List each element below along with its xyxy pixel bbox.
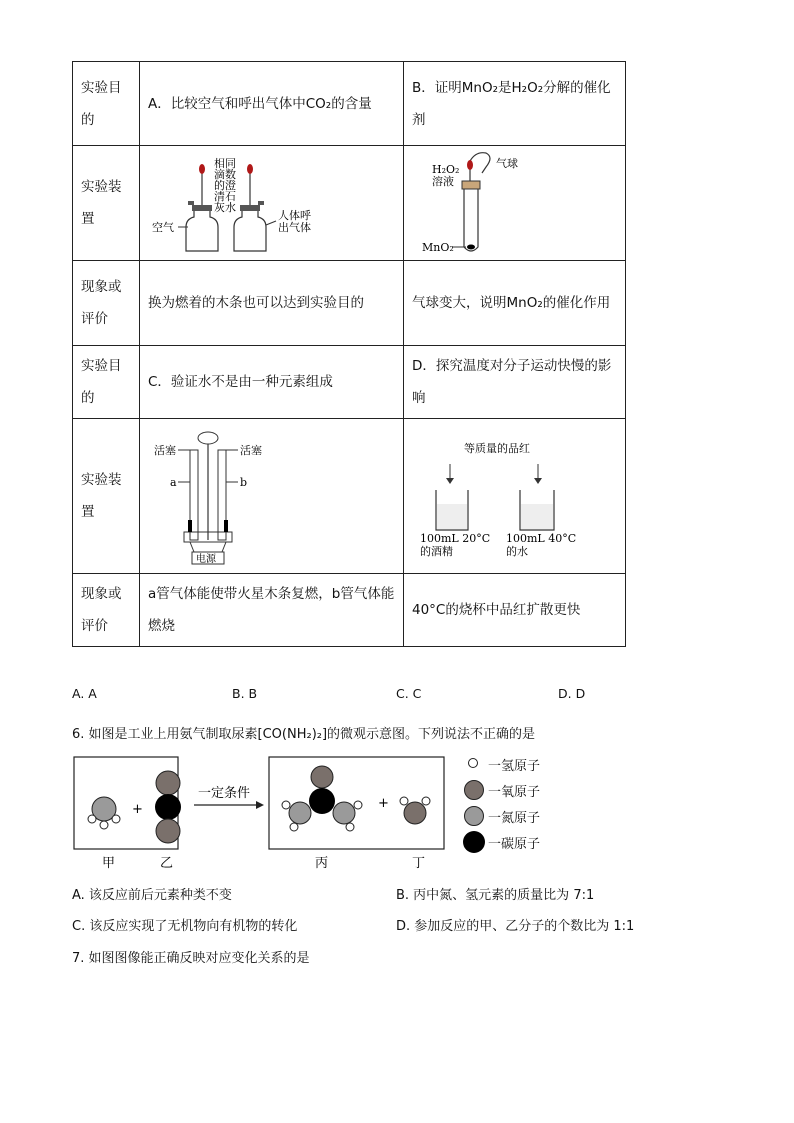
label-jia: 甲: [102, 856, 116, 871]
catalyst-diagram: [412, 147, 617, 260]
table-row: [73, 146, 626, 261]
tube-a-label: a: [170, 475, 177, 489]
option-d-evaluation: 40°C的烧杯中品红扩散更快: [404, 574, 626, 647]
air-label: 空气: [152, 220, 174, 234]
tube-b-label: b: [240, 475, 248, 489]
legend-hydrogen: 一氢原子: [462, 752, 582, 778]
option-a-evaluation: 换为燃着的木条也可以达到实验目的: [140, 261, 404, 346]
option-c-purpose: C．验证水不是由一种元素组成: [140, 346, 404, 419]
option-b-purpose: B．证明MnO₂是H₂O₂分解的催化剂: [404, 62, 626, 146]
balloon-label: 气球: [496, 156, 518, 170]
power-label: 电源: [196, 553, 216, 565]
co2-comparison-diagram: [148, 147, 395, 260]
dye-label: 等质量的品红: [464, 441, 530, 455]
oxygen-atom-icon: [464, 780, 484, 800]
experiment-table: [72, 61, 626, 647]
option-a-purpose: A．比较空气和呼出气体中CO₂的含量: [140, 62, 404, 146]
answer-options: [72, 686, 632, 704]
carbon-atom-icon: [463, 831, 485, 853]
row-label: 实验目的: [73, 346, 140, 419]
nitrogen-atom-icon: [464, 806, 484, 826]
answer-option-a[interactable]: A. A: [72, 686, 97, 701]
row-label: 现象或评价: [73, 261, 140, 346]
apparatus-d: [404, 419, 626, 574]
diffusion-diagram: [412, 420, 617, 573]
answer-option-c[interactable]: C. C: [396, 686, 422, 701]
table-row: [73, 261, 626, 346]
reaction-diagram: [72, 755, 452, 875]
table-row: [73, 62, 626, 146]
legend-oxygen: 一氧原子: [462, 778, 582, 804]
electrolysis-diagram: [148, 420, 395, 573]
row-label: 现象或评价: [73, 574, 140, 647]
option-d-purpose: D．探究温度对分子运动快慢的影响: [404, 346, 626, 419]
answer-option-d[interactable]: D. D: [558, 686, 586, 701]
row-label: 实验目的: [73, 62, 140, 146]
plus-sign: +: [132, 802, 143, 817]
arrow-label: 一定条件: [198, 786, 251, 801]
q6-choice-d[interactable]: D. 参加反应的甲、乙分子的个数比为 1:1: [396, 919, 635, 934]
apparatus-a: [140, 146, 404, 261]
apparatus-b: [404, 146, 626, 261]
option-b-evaluation: 气球变大，说明MnO₂的催化作用: [404, 261, 626, 346]
reagent-note: 相同滴数的澄清石灰水: [214, 156, 236, 214]
option-c-evaluation: a管气体能使带火星木条复燃，b管气体能燃烧: [140, 574, 404, 647]
q6-choice-b[interactable]: B. 丙中氮、氢元素的质量比为 7:1: [396, 888, 595, 903]
beaker-2-label: 100mL 40°C 的水: [506, 531, 577, 558]
question-7-stem: 7. 如图图像能正确反映对应变化关系的是: [72, 951, 310, 966]
row-label: 实验装置: [73, 146, 140, 261]
row-label: 实验装置: [73, 419, 140, 574]
legend-carbon: 一碳原子: [462, 830, 582, 856]
exhaled-label: 人体呼出气体: [278, 208, 311, 234]
question-6-stem: 6. 如图是工业上用氨气制取尿素[CO(NH₂)₂]的微观示意图。下列说法不正确的是: [72, 727, 536, 742]
legend-nitrogen: 一氮原子: [462, 804, 582, 830]
stopcock-right-label: 活塞: [240, 443, 262, 457]
label-bing: 丙: [315, 856, 329, 871]
stopcock-left-label: 活塞: [154, 443, 176, 457]
table-row: [73, 419, 626, 574]
h2o2-label: H₂O₂ 溶液: [432, 162, 460, 188]
mno2-label: MnO₂: [422, 240, 454, 254]
label-yi: 乙: [160, 856, 174, 871]
label-ding: 丁: [412, 856, 426, 871]
beaker-1-label: 100mL 20°C 的酒精: [420, 531, 491, 558]
table-row: [73, 346, 626, 419]
table-row: [73, 574, 626, 647]
answer-option-b[interactable]: B. B: [232, 686, 258, 701]
hydrogen-atom-icon: [468, 758, 478, 768]
apparatus-c: [140, 419, 404, 574]
q6-choice-c[interactable]: C. 该反应实现了无机物向有机物的转化: [72, 919, 298, 934]
q6-choice-a[interactable]: A. 该反应前后元素种类不变: [72, 888, 232, 903]
plus-sign: +: [378, 796, 389, 811]
